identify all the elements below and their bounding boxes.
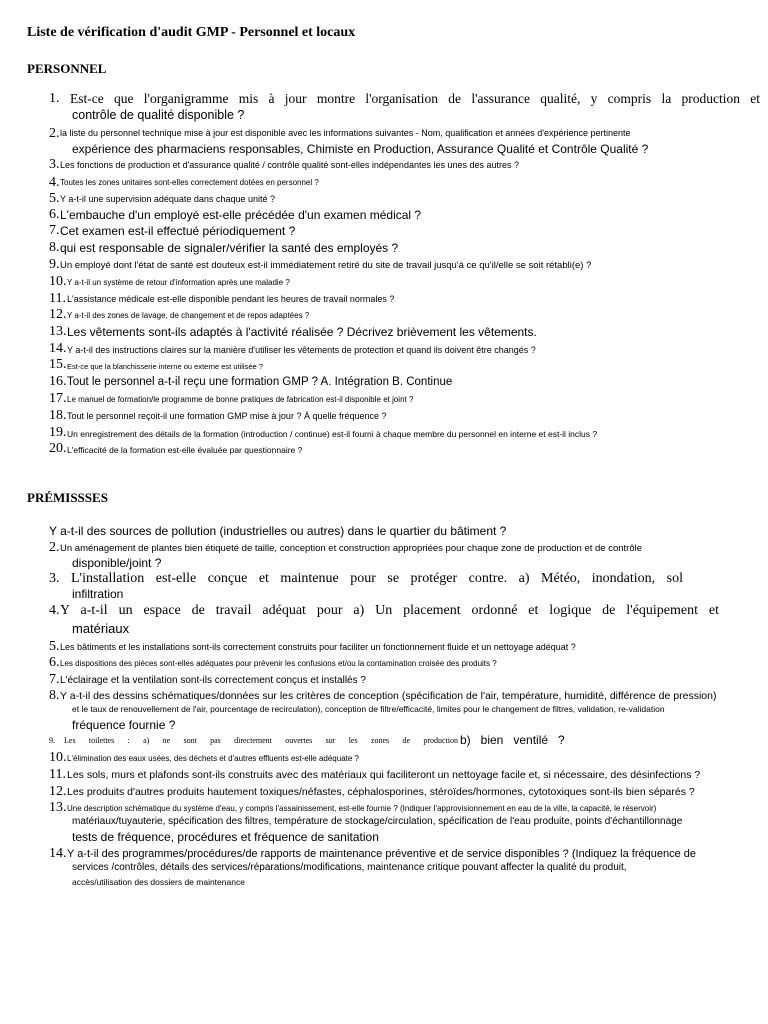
premises-q8-line3: fréquence fournie ? — [72, 718, 176, 732]
premises-q8-line1: Y a-t-il des dessins schématiques/données sur les critères de conception (spécification de l'air, température, humidité, différence de pression) — [60, 690, 717, 702]
personnel-q10-number: 10. — [49, 274, 67, 289]
premises-q8-number: 8. — [49, 688, 60, 703]
personnel-q13-text: Les vêtements sont-ils adaptés à l'activité réalisée ? Décrivez brièvement les vêtements. — [67, 325, 537, 339]
premises-q6-text: Les dispositions des pièces sont-elles adéquates pour prévenir les confusions et/ou la contamination croisée des produits ? — [60, 659, 497, 668]
personnel-q4-text: Toutes les zones unitaires sont-elles correctement dotées en personnel ? — [60, 178, 319, 187]
premises-q5-text: Les bâtiments et les installations sont-ils correctement construits pour faciliter un fonctionnement fluide et un nettoyage adéquat ? — [60, 642, 576, 652]
personnel-q10-text: Y a-t-il un système de retour d'information après une maladie ? — [67, 278, 290, 287]
premises-q5-number: 5. — [49, 639, 60, 654]
personnel-q19-number: 19. — [49, 425, 67, 440]
personnel-heading: PERSONNEL — [27, 61, 107, 76]
personnel-q11-text: L'assistance médicale est-elle disponible pendant les heures de travail normales ? — [67, 294, 395, 304]
personnel-q8-number: 8. — [49, 240, 60, 255]
personnel-q20-text: L'efficacité de la formation est-elle évaluée par questionnaire ? — [67, 445, 303, 455]
personnel-q2-line2: expérience des pharmaciens responsables, Chimiste en Production, Assurance Qualité et Contrôle Qualité ? — [72, 142, 649, 156]
premises-q3-number: 3. — [49, 571, 60, 586]
personnel-q13-number: 13. — [49, 324, 67, 339]
personnel-q3-number: 3. — [49, 157, 60, 172]
premises-q9-tail: b) bien ventilé ? — [460, 733, 565, 747]
personnel-q4-number: 4. — [49, 175, 60, 190]
premises-q13-number: 13. — [49, 800, 67, 815]
premises-q10-text: L'élimination des eaux usées, des déchets et d'autres effluents est-elle adéquate ? — [67, 754, 359, 763]
premises-q14-line1: Y a-t-il des programmes/procédures/de rapports de maintenance préventive et de service disponibles ? (Indiquez la fréquence de — [67, 848, 696, 860]
premises-q10-number: 10. — [49, 750, 67, 765]
personnel-q17-text: Le manuel de formation/le programme de bonne pratiques de fabrication est-il disponible et joint ? — [67, 395, 414, 404]
premises-q2-number: 2. — [49, 540, 60, 555]
premises-q14-number: 14. — [49, 846, 67, 861]
personnel-q15-text: Est-ce que la blanchisserie interne ou externe est utilisée ? — [67, 362, 263, 371]
personnel-q11-number: 11. — [49, 291, 66, 306]
personnel-q1-line1: Est-ce que l'organigramme mis à jour montre l'organisation de l'assurance qualité, y compris la production et — [70, 91, 760, 106]
personnel-q7-text: Cet examen est-il effectué périodiquement ? — [60, 224, 296, 238]
personnel-q18-number: 18. — [49, 408, 67, 423]
personnel-q6-text: L'embauche d'un employé est-elle précédée d'un examen médical ? — [60, 208, 422, 222]
personnel-q2-line1: la liste du personnel technique mise à jour est disponible avec les informations suivantes - Nom, qualification et années d'expérience pertinente — [60, 128, 631, 138]
premises-q2-line2: disponible/joint ? — [72, 556, 162, 570]
premises-q11-text: Les sols, murs et plafonds sont-ils construits avec des matériaux qui faciliteront un nettoyage facile et, si nécessaire, des désinfections ? — [67, 769, 701, 781]
personnel-q9-number: 9. — [49, 257, 60, 272]
personnel-q20-number: 20. — [49, 441, 67, 456]
personnel-q16-number: 16. — [49, 374, 67, 389]
premises-q2-line1: Un aménagement de plantes bien étiqueté de taille, conception et construction appropriées pour chaque zone de production et de contrôle — [60, 543, 643, 554]
premises-q3-line2: infiltration — [72, 587, 124, 601]
personnel-q8-text: qui est responsable de signaler/vérifier la santé des employés ? — [60, 241, 399, 255]
personnel-q2-number: 2. — [49, 126, 60, 141]
premises-q13-line3: tests de fréquence, procédures et fréquence de sanitation — [72, 830, 379, 844]
personnel-q1-line2: contrôle de qualité disponible ? — [72, 108, 245, 122]
personnel-q16-text: Tout le personnel a-t-il reçu une formation GMP ? A. Intégration B. Continue — [67, 376, 453, 388]
premises-q7-text: L'éclairage et la ventilation sont-ils correctement conçus et installés ? — [60, 675, 366, 686]
premises-q6-number: 6. — [49, 655, 60, 670]
premises-q11-number: 11. — [49, 767, 66, 782]
premises-q9-text: Les toilettes : a) ne sont pas directement ouvertes sur les zones de production — [64, 736, 458, 745]
personnel-q15-number: 15. — [49, 357, 67, 372]
premises-q9-number: 9. — [49, 736, 55, 745]
premises-q14-line3: accès/utilisation des dossiers de maintenance — [72, 877, 245, 887]
premises-q12-number: 12. — [49, 784, 67, 799]
personnel-q7-number: 7. — [49, 223, 60, 238]
premises-q14-line2: services /contrôles, détails des services/réparations/modifications, maintenance critique pouvant affecter la qualité du produit, — [72, 862, 627, 873]
premises-q4-number: 4. — [49, 603, 60, 618]
premises-q8-line2: et le taux de renouvellement de l'air, pourcentage de recirculation), conception de filtre/efficacité, limites pour le changement de filtres, validation, re-validation — [72, 704, 665, 714]
personnel-q12-text: Y a-t-il des zones de lavage, de changement et de repos adaptées ? — [67, 311, 310, 320]
premises-q3-line1: L'installation est-elle conçue et maintenue pour se protéger contre. a) Météo, inondation, sol — [71, 571, 683, 586]
premises-heading: PRÉMISSSES — [27, 490, 108, 505]
personnel-q3-text: Les fonctions de production et d'assurance qualité / contrôle qualité sont-elles indépendantes les unes des autres ? — [60, 160, 520, 170]
premises-q1-text: Y a-t-il des sources de pollution (industrielles ou autres) dans le quartier du bâtiment ? — [49, 524, 507, 538]
premises-q7-number: 7. — [49, 672, 60, 687]
personnel-q1-number: 1. — [49, 91, 60, 106]
personnel-q5-number: 5. — [49, 191, 60, 206]
personnel-q6-number: 6. — [49, 207, 60, 222]
premises-q4-line1: Y a-t-il un espace de travail adéquat pour a) Un placement ordonné et logique de l'équipement et — [60, 603, 719, 618]
premises-q12-text: Les produits d'autres produits hautement toxiques/néfastes, céphalosporines, stéroïdes/hormones, cytotoxiques sont-ils bien séparés ? — [67, 786, 695, 798]
premises-q13-line1: Une description schématique du système d'eau, y compris l'assainissement, est-elle fournie ? (Indiquer l'approvisionnement en eau de la ville, la capacité, le réservoir) — [67, 804, 657, 813]
personnel-q18-text: Tout le personnel reçoit-il une formation GMP mise à jour ? À quelle fréquence ? — [67, 411, 387, 421]
document-title: Liste de vérification d'audit GMP - Personnel et locaux — [27, 25, 356, 40]
premises-q4-line2: matériaux — [72, 621, 130, 636]
personnel-q5-text: Y a-t-il une supervision adéquate dans chaque unité ? — [60, 194, 275, 204]
personnel-q9-text: Un employé dont l'état de santé est douteux est-il immédiatement retiré du site de travail jusqu'à ce qu'il/elle se soit rétabli(e) ? — [60, 260, 592, 271]
personnel-q14-text: Y a-t-il des instructions claires sur la manière d'utiliser les vêtements de protection et quand ils doivent être changés ? — [67, 345, 536, 355]
personnel-q14-number: 14. — [49, 341, 67, 356]
personnel-q12-number: 12. — [49, 307, 67, 322]
premises-q13-line2: matériaux/tuyauterie, spécification des filtres, température de stockage/circulation, spécification de l'eau produite, points d'échantillonnage — [72, 816, 683, 827]
personnel-q19-text: Un enregistrement des détails de la formation (introduction / continue) est-il fourni à chaque membre du personnel en interne et est-il inclus ? — [67, 429, 598, 439]
personnel-q17-number: 17. — [49, 391, 67, 406]
